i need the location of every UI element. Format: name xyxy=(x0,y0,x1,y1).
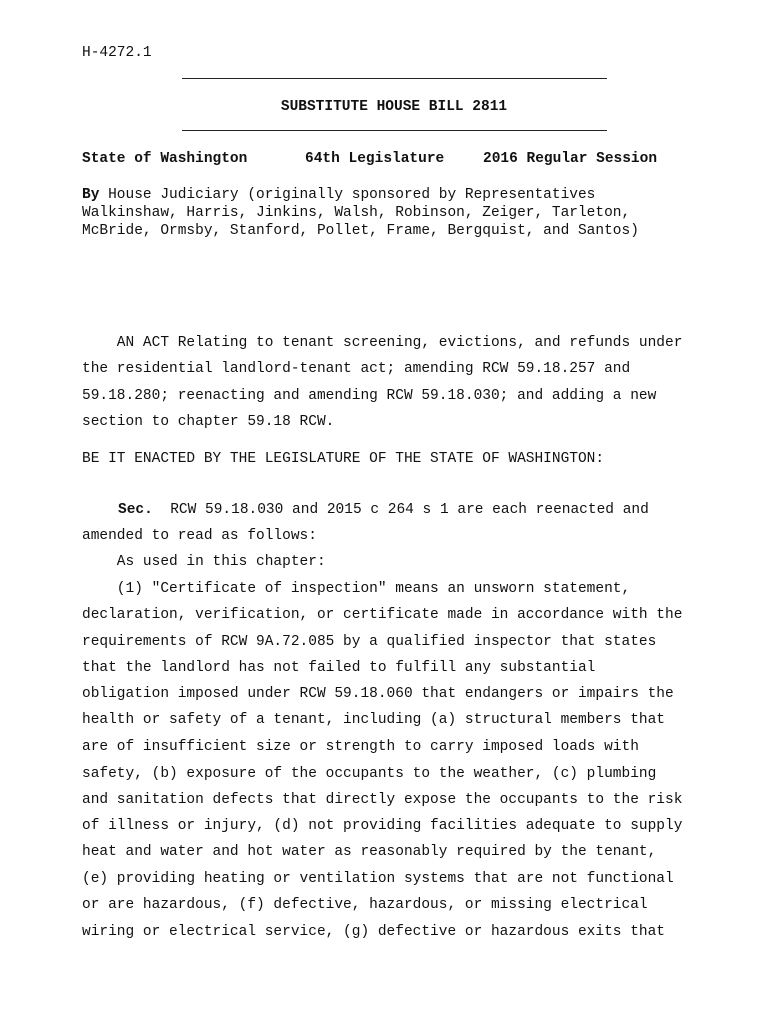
act-line: section to chapter 59.18 RCW. xyxy=(82,414,335,430)
body-line: safety, (b) exposure of the occupants to the weather, (c) plumbing xyxy=(82,766,657,782)
state-label: State of Washington xyxy=(82,151,248,167)
body-line: wiring or electrical service, (g) defective or hazardous exits that xyxy=(82,924,665,940)
body-line: (e) providing heating or ventilation systems that are not functional xyxy=(82,871,674,887)
body-line: that the landlord has not failed to fulfill any substantial xyxy=(82,660,596,676)
document-id: H-4272.1 xyxy=(82,45,152,61)
body-line: heat and water and hot water as reasonably required by the tenant, xyxy=(82,844,657,860)
body-line: are of insufficient size or strength to carry imposed loads with xyxy=(82,739,639,755)
sponsor-line-3: McBride, Ormsby, Stanford, Pollet, Frame, Bergquist, and Santos) xyxy=(82,223,639,239)
divider-top xyxy=(182,78,607,79)
divider-bottom xyxy=(182,130,607,131)
body-line: amended to read as follows: xyxy=(82,528,317,544)
body-line: health or safety of a tenant, including (a) structural members that xyxy=(82,712,665,728)
body-line: or are hazardous, (f) defective, hazardous, or missing electrical xyxy=(82,897,648,913)
body-line: and sanitation defects that directly expose the occupants to the risk xyxy=(82,792,683,808)
session-label: 2016 Regular Session xyxy=(483,151,658,167)
act-line: AN ACT Relating to tenant screening, evictions, and refunds under xyxy=(82,335,683,351)
act-line: the residential landlord-tenant act; amending RCW 59.18.257 and xyxy=(82,361,631,377)
sponsor-text-1: House Judiciary (originally sponsored by Representatives xyxy=(99,187,596,203)
act-line: 59.18.280; reenacting and amending RCW 59.18.030; and adding a new xyxy=(82,388,657,404)
sec-label: Sec. xyxy=(118,502,153,518)
body-line: (1) "Certificate of inspection" means an unsworn statement, xyxy=(82,581,631,597)
sponsor-line-2: Walkinshaw, Harris, Jinkins, Walsh, Robinson, Zeiger, Tarleton, xyxy=(82,205,631,221)
sec-first-line: RCW 59.18.030 and 2015 c 264 s 1 are each reenacted and xyxy=(152,502,649,518)
enacting-clause: BE IT ENACTED BY THE LEGISLATURE OF THE STATE OF WASHINGTON: xyxy=(82,451,605,467)
section-heading xyxy=(118,502,649,518)
body-line: obligation imposed under RCW 59.18.060 that endangers or impairs the xyxy=(82,686,674,702)
body-line: declaration, verification, or certificate made in accordance with the xyxy=(82,607,683,623)
body-line: As used in this chapter: xyxy=(82,554,326,570)
by-label: By xyxy=(82,187,100,203)
sponsor-line-1 xyxy=(82,187,595,203)
body-line: of illness or injury, (d) not providing facilities adequate to supply xyxy=(82,818,683,834)
legislature-label: 64th Legislature xyxy=(305,151,445,167)
body-line: requirements of RCW 9A.72.085 by a qualified inspector that states xyxy=(82,634,657,650)
bill-title: SUBSTITUTE HOUSE BILL 2811 xyxy=(280,99,508,115)
